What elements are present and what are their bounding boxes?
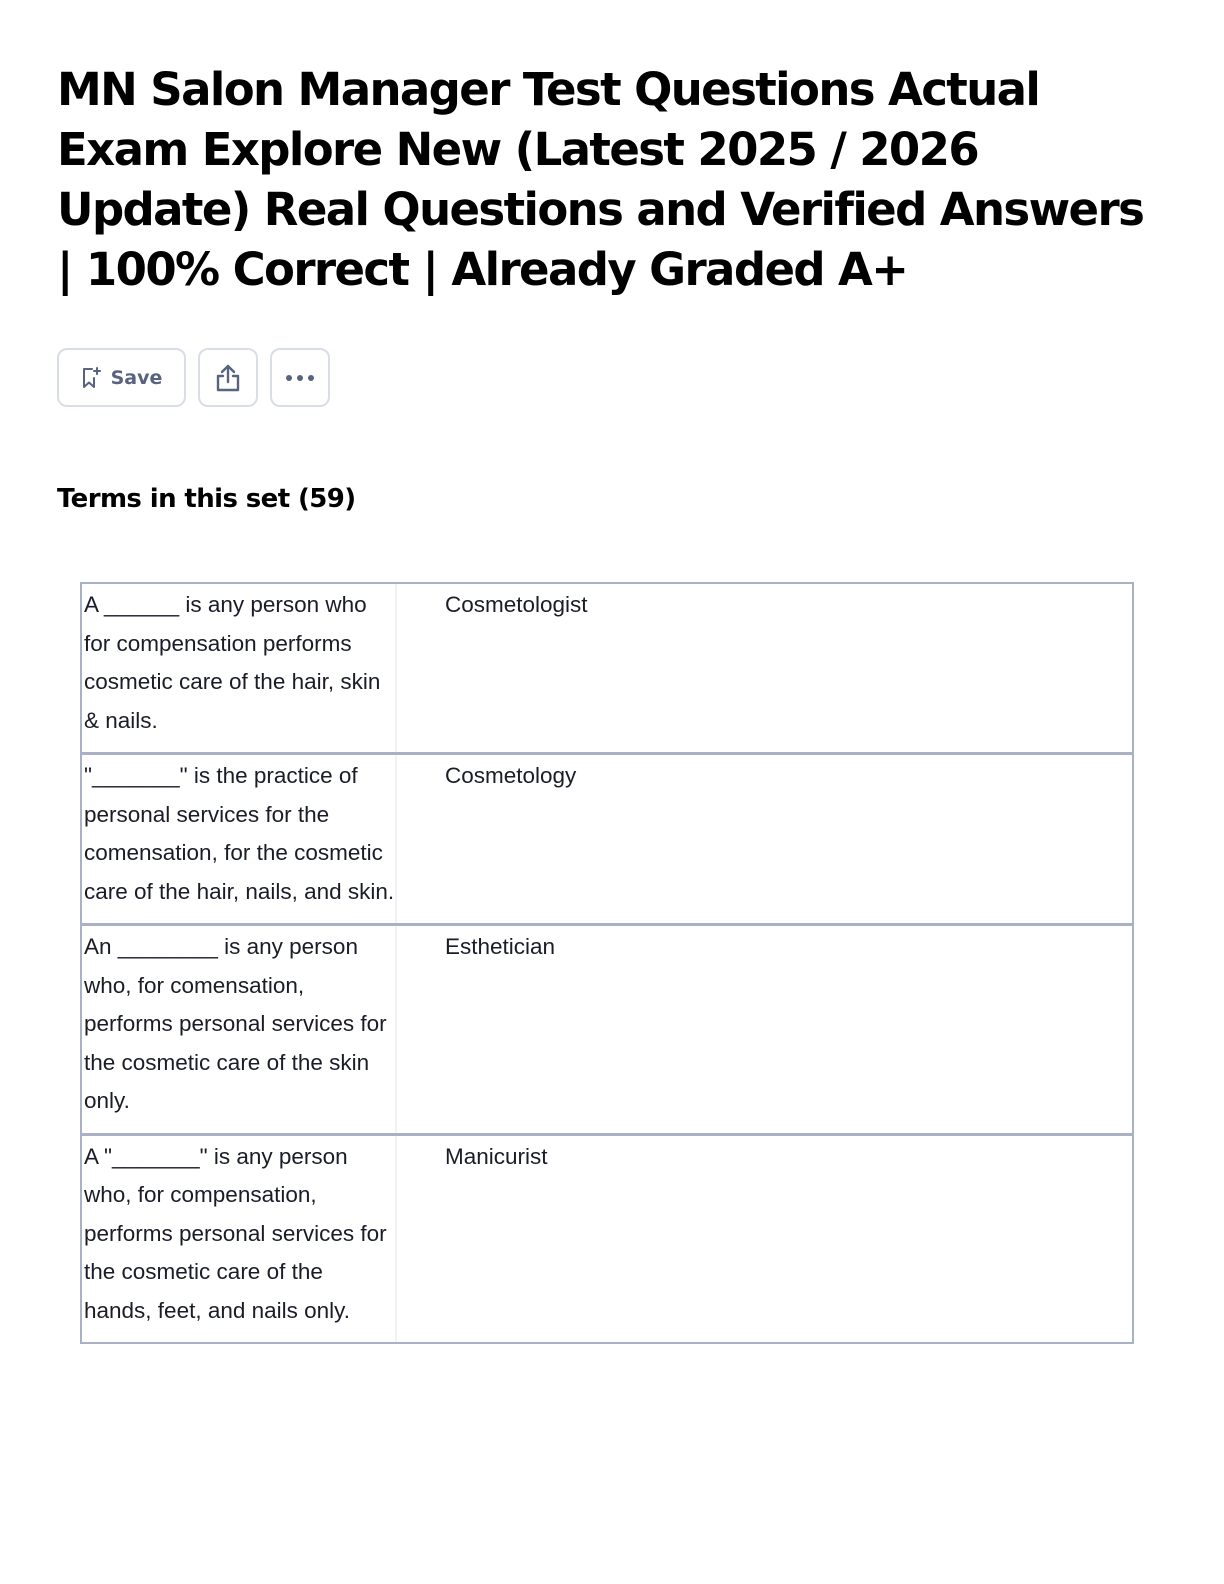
save-button[interactable] <box>57 348 186 407</box>
action-bar <box>57 348 330 407</box>
share-icon <box>214 363 242 393</box>
term-question: "_______" is the practice of personal services for the comensation, for the cosmetic care of the hair, nails, and skin. <box>82 755 397 923</box>
term-answer: Manicurist <box>445 1143 548 1169</box>
term-question: A "_______" is any person who, for compensation, performs personal services for the cosmetic care of the hands, feet, and nails only. <box>82 1136 397 1343</box>
term-answer: Cosmetology <box>445 763 577 788</box>
bookmark-plus-icon <box>81 367 101 389</box>
page-title: MN Salon Manager Test Questions Actual Exam Explore New (Latest 2025 / 2026 Update) Real Questions and Verified Answers | 100% Correct | Already Graded A+ <box>57 63 1144 296</box>
share-button[interactable] <box>198 348 258 407</box>
terms-heading: Terms in this set (59) <box>57 484 356 514</box>
term-answer: Esthetician <box>445 934 556 959</box>
terms-list <box>80 582 1134 1344</box>
term-row <box>82 752 1132 923</box>
term-row <box>82 923 1132 1133</box>
more-options-button[interactable] <box>270 348 330 407</box>
term-row <box>82 1133 1132 1343</box>
save-label: Save <box>110 366 163 389</box>
term-answer: Cosmetologist <box>445 592 588 617</box>
term-question: An ________ is any person who, for comensation, performs personal services for the cosmetic care of the skin only. <box>82 926 397 1133</box>
term-row <box>82 584 1132 752</box>
term-question: A ______ is any person who for compensation performs cosmetic care of the hair, skin & nails. <box>82 584 397 752</box>
more-dots-icon <box>285 374 315 382</box>
